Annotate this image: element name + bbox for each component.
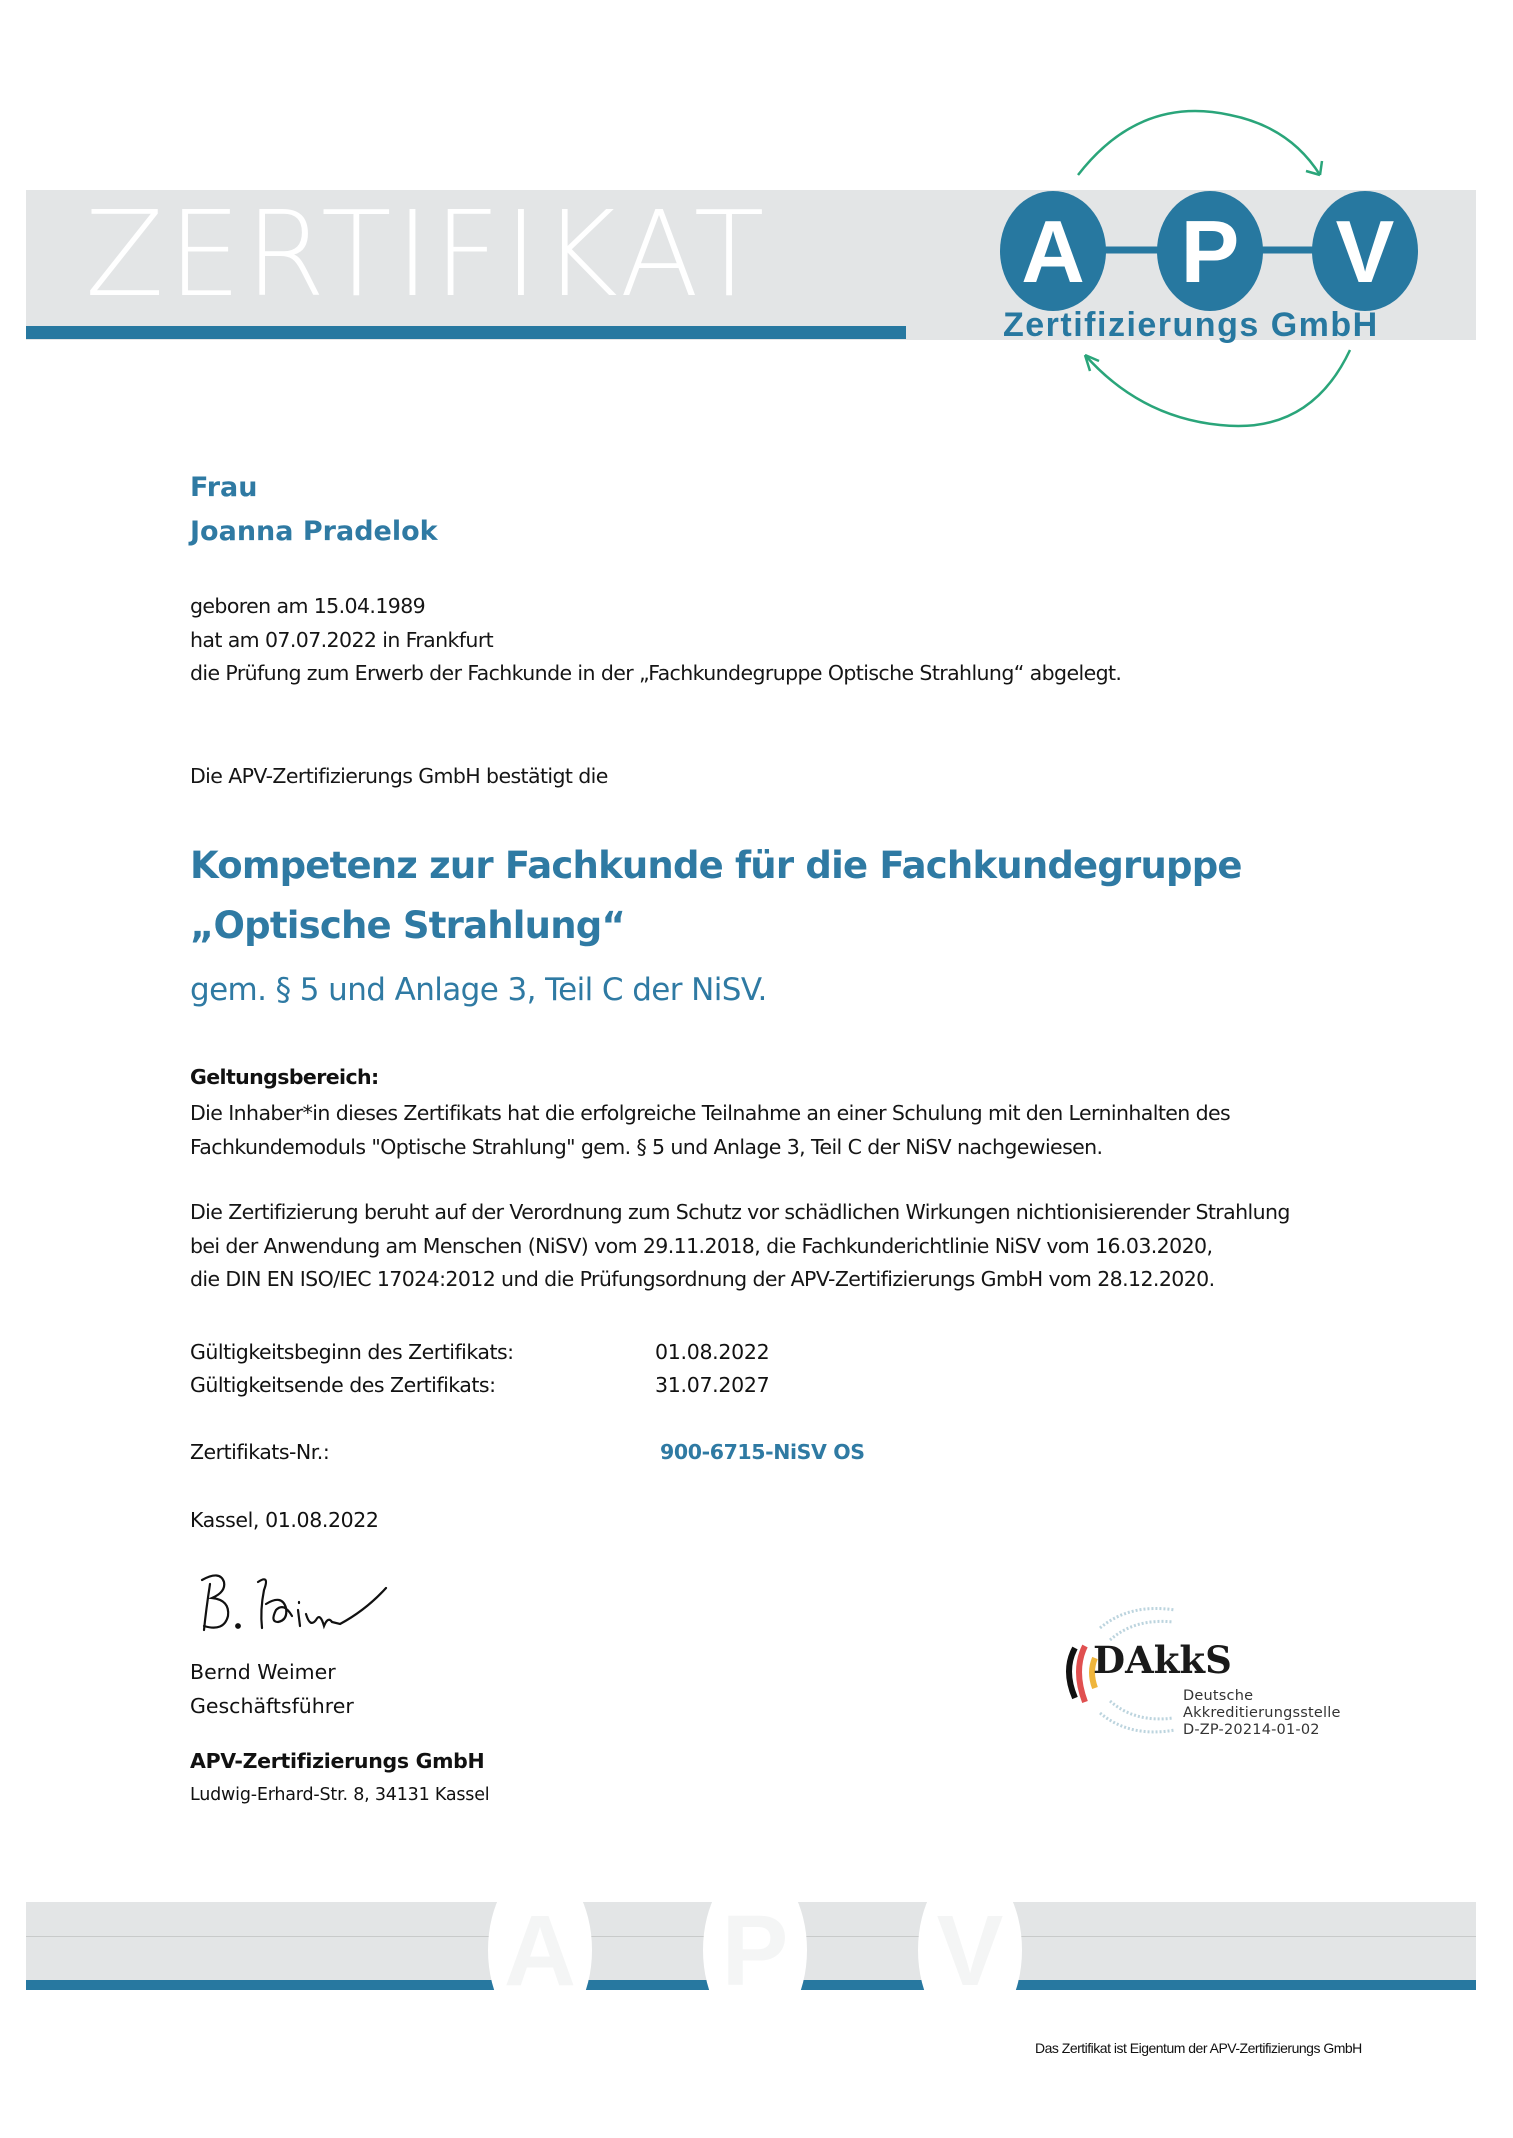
svg-text:A: A [503,1895,577,2007]
footer-apv-watermark [440,1855,1070,2045]
exam-description-line: die Prüfung zum Erwerb der Fachkunde in der „Fachkundegruppe Optische Strahlung“ abgelegt. [190,661,1122,685]
scope-text-line: Die Inhaber*in dieses Zertifikats hat die erfolgreiche Teilnahme an einer Schulung mit den Lerninhalten des [190,1101,1231,1125]
certificate-heading: ZERTIFIKAT [85,185,769,323]
intro-block [190,590,1121,691]
signature [190,1570,400,1645]
recipient-name: Joanna Pradelok [190,516,438,547]
dakks-line: Deutsche [1183,1688,1254,1704]
qualification-title-line2: „Optische Strahlung“ [190,904,625,947]
basis-line: die DIN EN ISO/IEC 17024:2012 und die Prüfungsordnung der APV-Zertifizierungs GmbH vom 28.12.2020. [190,1267,1215,1291]
legal-basis: gem. § 5 und Anlage 3, Teil C der NiSV. [190,972,767,1008]
issuer-address: Ludwig-Erhard-Str. 8, 34131 Kassel [190,1785,490,1805]
dakks-details [1183,1688,1341,1739]
scope-text-line: Fachkundemoduls "Optische Strahlung" gem. § 5 und Anlage 3, Teil C der NiSV nachgewiesen. [190,1134,1103,1159]
issuer-company: APV-Zertifizierungs GmbH [190,1749,485,1773]
qualification-title [190,836,1242,956]
svg-text:P: P [721,1895,789,2007]
svg-text:V: V [936,1895,1004,2007]
issue-place-date: Kassel, 01.08.2022 [190,1508,379,1532]
ownership-note: Das Zertifikat ist Eigentum der APV-Zertifizierungs GmbH [1035,2040,1362,2056]
logo-subtitle: Zertifizierungs GmbH [1003,306,1379,344]
svg-text:P: P [1180,202,1240,301]
scope-heading: Geltungsbereich: [190,1065,379,1089]
qualification-title-line1: Kompetenz zur Fachkunde für die Fachkundegruppe [190,844,1242,887]
basis-line: bei der Anwendung am Menschen (NiSV) vom 29.11.2018, die Fachkunderichtlinie NiSV vom 16.03.2020, [190,1233,1213,1258]
svg-text:V: V [1335,202,1395,301]
dakks-id: D-ZP-20214-01-02 [1183,1722,1320,1738]
validity-start-value: 01.08.2022 [655,1340,770,1364]
basis-line: Die Zertifizierung beruht auf der Verordnung zum Schutz vor schädlichen Wirkungen nichtionisierender Strahlung [190,1200,1290,1224]
certificate-number-label: Zertifikats-Nr.: [190,1440,330,1464]
signatory-role: Geschäftsführer [190,1694,354,1718]
apv-logo [990,105,1470,435]
dakks-line: Akkreditierungsstelle [1183,1705,1341,1721]
validity-end-value: 31.07.2027 [655,1373,770,1397]
scope-text [190,1097,1230,1164]
confirmation-text: Die APV-Zertifizierungs GmbH bestätigt die [190,764,608,788]
birth-date-line: geboren am 15.04.1989 [190,594,426,618]
svg-text:A: A [1021,202,1085,301]
exam-date-line: hat am 07.07.2022 in Frankfurt [190,627,494,652]
certificate-number: 900-6715-NiSV OS [660,1440,865,1464]
header-accent-bar [26,326,906,339]
signatory [190,1655,354,1723]
recipient-salutation: Frau [190,472,258,503]
dakks-name: DAkkS [1093,1638,1232,1682]
validity-start-label: Gültigkeitsbeginn des Zertifikats: [190,1340,514,1364]
signatory-name: Bernd Weimer [190,1660,336,1684]
validity-end-label: Gültigkeitsende des Zertifikats: [190,1373,496,1397]
certification-basis [190,1196,1290,1297]
